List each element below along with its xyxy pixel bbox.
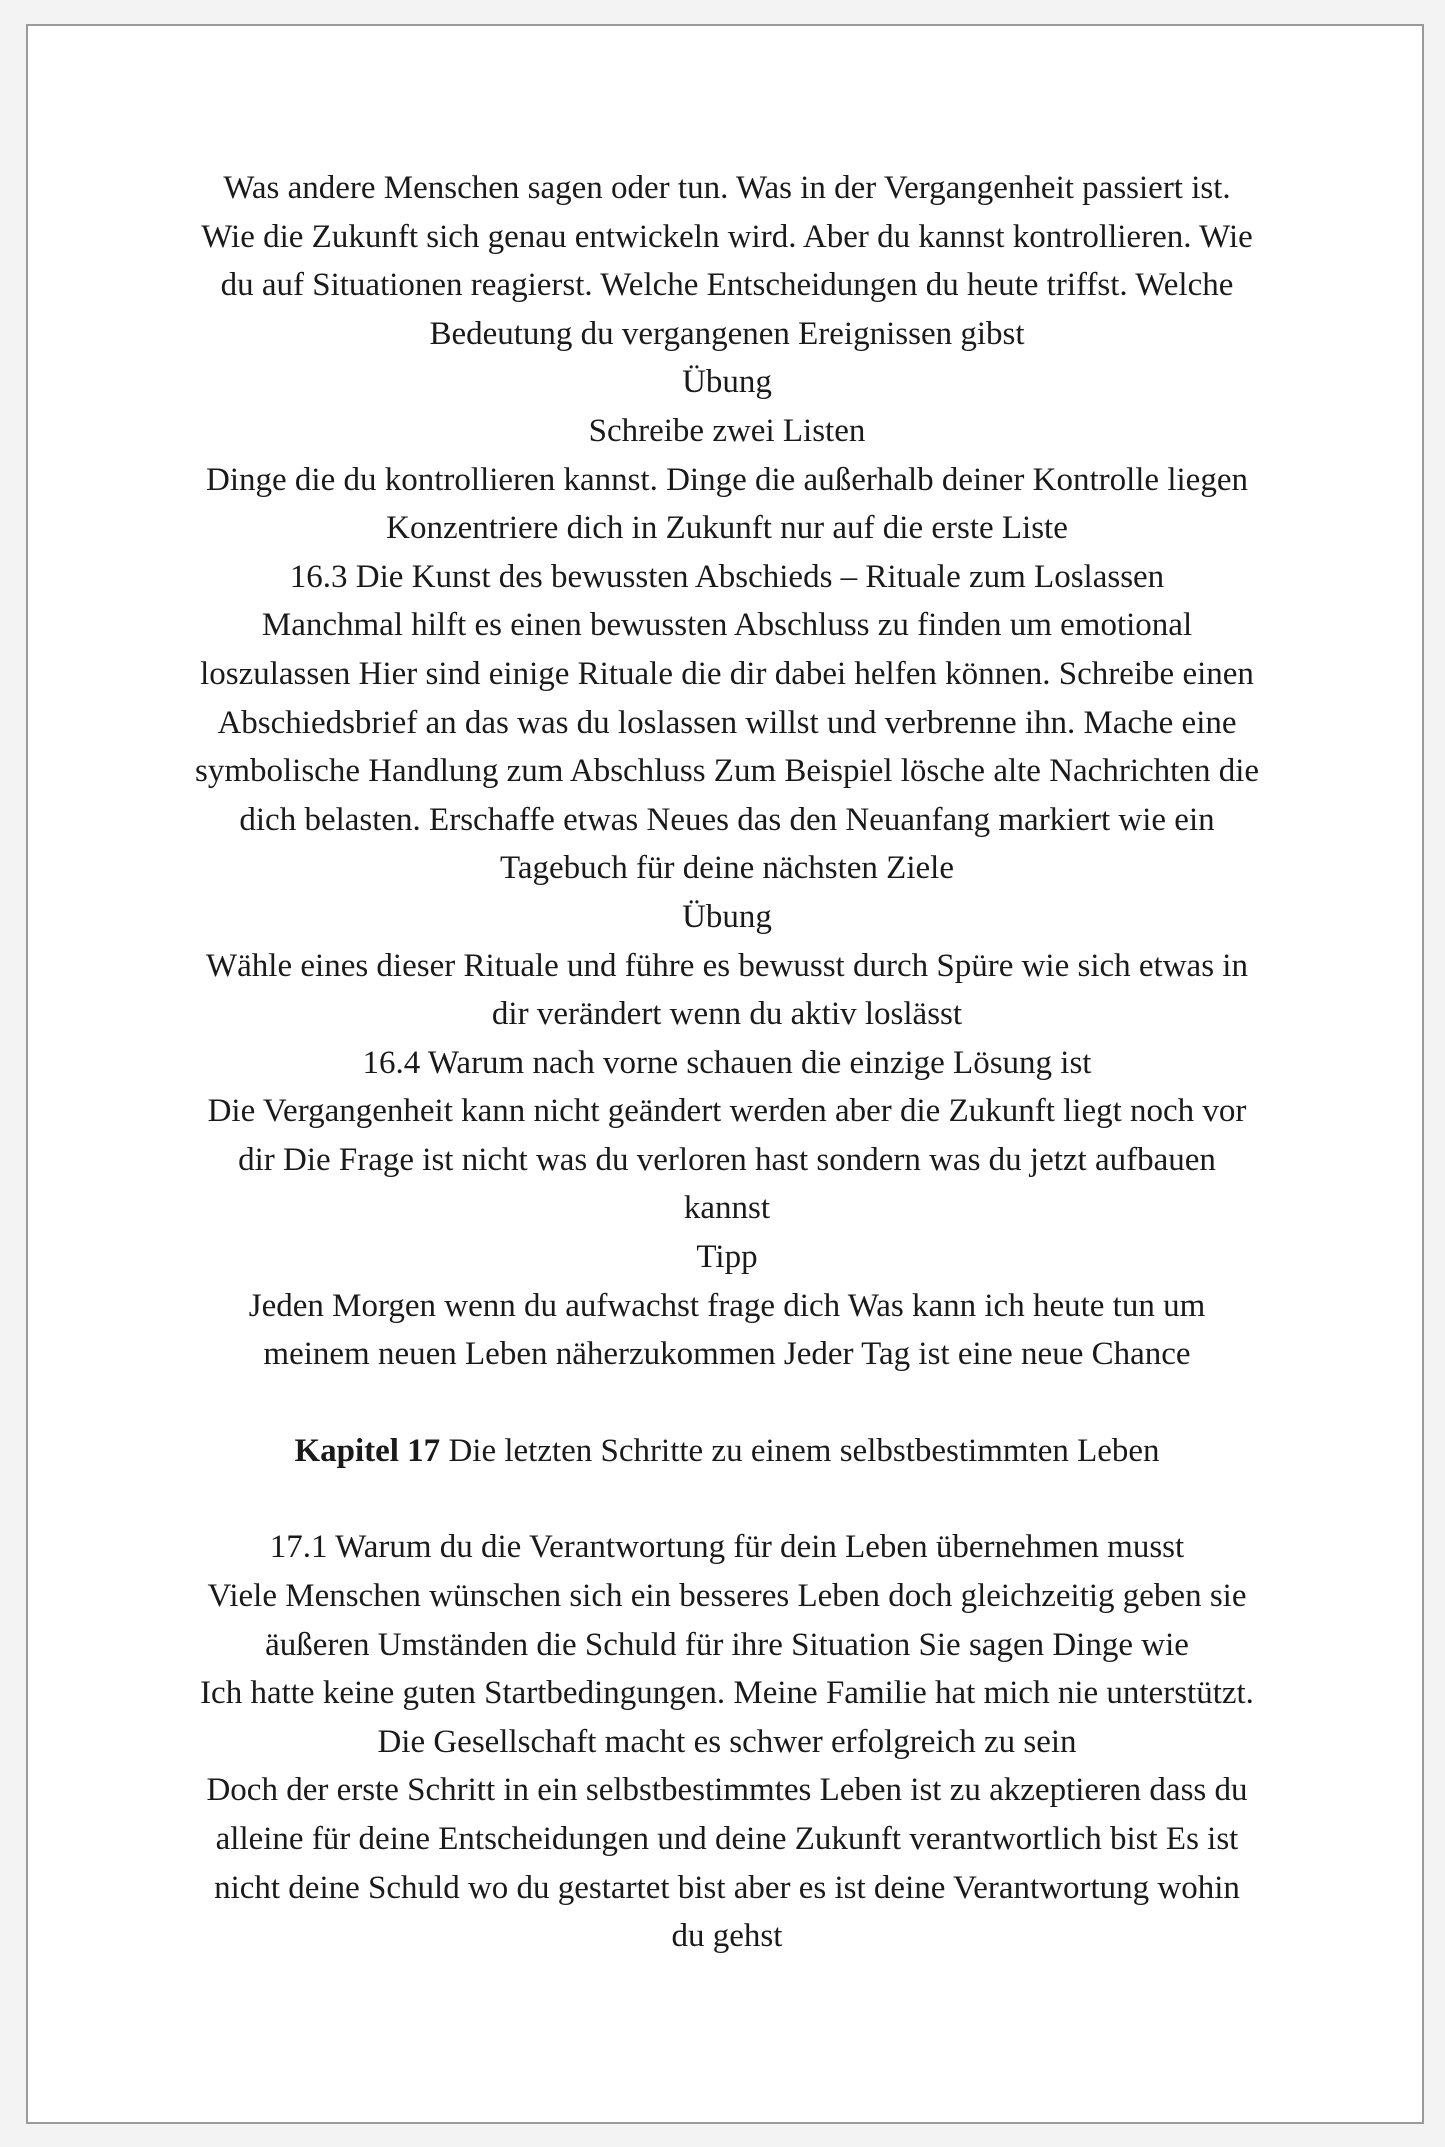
- text-line: du auf Situationen reagierst. Welche Entscheidungen du heute triffst. Welche: [220, 267, 1234, 304]
- text-line: kannst: [683, 1190, 771, 1227]
- text-line: dir Die Frage ist nicht was du verloren hast sondern was du jetzt aufbauen: [238, 1141, 1216, 1178]
- text-line: Konzentriere dich in Zukunft nur auf die erste Liste: [386, 510, 1068, 547]
- text-line: symbolische Handlung zum Abschluss Zum Beispiel lösche alte Nachrichten die: [194, 753, 1260, 790]
- text-line: Tagebuch für deine nächsten Ziele: [500, 850, 954, 887]
- chapter-heading: [148, 1427, 1306, 1476]
- text-line: Wie die Zukunft sich genau entwickeln wird. Aber du kannst kontrollieren. Wie: [201, 218, 1253, 255]
- spacer: [148, 1379, 1306, 1427]
- chapter-label: Kapitel 17: [294, 1432, 441, 1469]
- text-line: Bedeutung du vergangenen Ereignissen gibst: [429, 315, 1025, 352]
- text-line: loszulassen Hier sind einige Rituale die dir dabei helfen können. Schreibe einen: [200, 655, 1254, 692]
- text-line: Doch der erste Schritt in ein selbstbestimmtes Leben ist zu akzeptieren dass du: [206, 1772, 1248, 1809]
- spacer: [148, 1475, 1306, 1523]
- text-line: meinem neuen Leben näherzukommen Jeder Tag ist eine neue Chance: [263, 1336, 1191, 1373]
- text-line: Viele Menschen wünschen sich ein besseres Leben doch gleichzeitig geben sie: [207, 1578, 1247, 1615]
- text-block-chapter-17: [148, 1523, 1306, 1960]
- text-line: alleine für deine Entscheidungen und deine Zukunft verantwortlich bist Es ist: [215, 1821, 1239, 1857]
- text-line: Jeden Morgen wenn du aufwachst frage dich Was kann ich heute tun um: [248, 1287, 1206, 1324]
- text-line: 17.1 Warum du die Verantwortung für dein Leben übernehmen musst: [269, 1529, 1185, 1566]
- text-line: du gehst: [671, 1918, 783, 1955]
- chapter-title: Die letzten Schritte zu einem selbstbestimmten Leben: [440, 1432, 1160, 1469]
- text-line: Übung: [682, 898, 772, 935]
- document-page: [26, 24, 1424, 2124]
- text-line: Abschiedsbrief an das was du loslassen willst und verbrenne ihn. Mache eine: [217, 704, 1237, 741]
- text-line: Übung: [682, 364, 772, 401]
- text-line: dich belasten. Erschaffe etwas Neues das den Neuanfang markiert wie ein: [239, 801, 1215, 838]
- text-line: äußeren Umständen die Schuld für ihre Situation Sie sagen Dinge wie: [265, 1626, 1189, 1663]
- text-line: Was andere Menschen sagen oder tun. Was in der Vergangenheit passiert ist.: [223, 170, 1231, 206]
- text-line: dir verändert wenn du aktiv loslässt: [491, 996, 963, 1033]
- page-body: [148, 164, 1306, 1961]
- text-line: Dinge die du kontrollieren kannst. Dinge die außerhalb deiner Kontrolle liegen: [206, 461, 1248, 498]
- text-line: Ich hatte keine guten Startbedingungen. Meine Familie hat mich nie unterstützt.: [200, 1675, 1254, 1712]
- text-line: 16.4 Warum nach vorne schauen die einzige Lösung ist: [362, 1044, 1092, 1081]
- text-line: nicht deine Schuld wo du gestartet bist aber es ist deine Verantwortung wohin: [214, 1869, 1240, 1906]
- text-block-chapter-16: [148, 164, 1306, 1379]
- text-line: Manchmal hilft es einen bewussten Abschluss zu finden um emotional: [261, 607, 1193, 644]
- text-line: Wähle eines dieser Rituale und führe es bewusst durch Spüre wie sich etwas in: [206, 947, 1248, 984]
- text-line: Tipp: [696, 1239, 758, 1276]
- text-line: 16.3 Die Kunst des bewussten Abschieds – Rituale zum Loslassen: [289, 558, 1165, 595]
- text-line: Die Vergangenheit kann nicht geändert werden aber die Zukunft liegt noch vor: [207, 1093, 1247, 1130]
- text-line: Die Gesellschaft macht es schwer erfolgreich zu sein: [377, 1723, 1077, 1760]
- text-line: Schreibe zwei Listen: [588, 412, 866, 449]
